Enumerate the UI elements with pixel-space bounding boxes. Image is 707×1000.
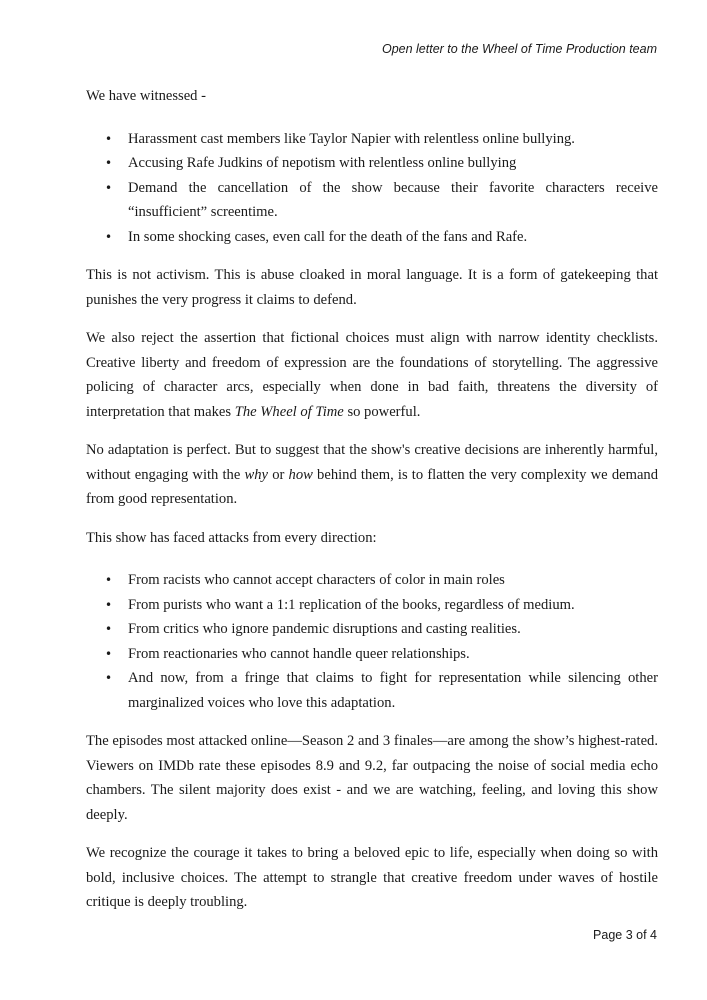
list-item: • Demand the cancellation of the show because their favorite characters receive “insufficient” screentime. bbox=[128, 176, 658, 225]
paragraph-text: No adaptation is perfect. But to suggest that the show's creative decisions are inherently harmful, without engaging with the bbox=[86, 442, 658, 483]
paragraph-activism: This is not activism. This is abuse cloaked in moral language. It is a form of gatekeeping that punishes the very progress it claims to defend. bbox=[86, 267, 658, 308]
paragraph-text: so powerful. bbox=[347, 403, 421, 420]
list-item: • Accusing Rafe Judkins of nepotism with relentless online bullying bbox=[128, 151, 658, 176]
list-item: • From purists who want a 1:1 replication of the books, regardless of medium. bbox=[128, 593, 658, 618]
paragraph-text: We also reject the assertion that fictional choices must align with narrow identity checklists. Creative liberty and freedom of expression are the foundations of storytelling. The aggressive policing of character arcs, especially when done in bad faith, threatens the diversity of interpretation that makes bbox=[86, 330, 658, 420]
paragraph-text: or bbox=[272, 466, 285, 483]
list-item: • From critics who ignore pandemic disruptions and casting realities. bbox=[128, 617, 658, 642]
list-item: • From reactionaries who cannot handle queer relationships. bbox=[128, 642, 658, 667]
paragraph-courage: We recognize the courage it takes to bring a beloved epic to life, especially when doing so with bold, inclusive choices. The attempt to strangle that creative freedom under waves of hostile critique is deeply troubling. bbox=[86, 845, 658, 910]
page-number: Page 3 of 4 bbox=[593, 928, 657, 942]
witnessed-intro: We have witnessed - bbox=[86, 88, 206, 104]
list-item: • Harassment cast members like Taylor Napier with relentless online bullying. bbox=[128, 127, 658, 152]
show-title: The Wheel of Time bbox=[234, 403, 344, 420]
paragraph-adaptation bbox=[86, 438, 658, 512]
page-header: Open letter to the Wheel of Time Production team bbox=[381, 42, 657, 56]
list-item: • In some shocking cases, even call for the death of the fans and Rafe. bbox=[128, 225, 658, 250]
emphasis-why: why bbox=[244, 466, 269, 483]
letter-body bbox=[86, 84, 658, 915]
list-item: • From racists who cannot accept characters of color in main roles bbox=[128, 568, 658, 593]
paragraph-ratings: The episodes most attacked online—Season 2 and 3 finales—are among the show’s highest-rated. Viewers on IMDb rate these episodes 8.9 and 9.2, far outpacing the noise of social media echo chambers. The silent majority does exist - and we are watching, feeling, and loving this show deeply. bbox=[86, 733, 658, 823]
paragraph-text: behind them, is to flatten the very complexity we demand from good representation. bbox=[86, 466, 659, 507]
attacks-list bbox=[86, 568, 658, 715]
witnessed-list bbox=[86, 127, 658, 250]
list-item: • And now, from a fringe that claims to fight for representation while silencing other marginalized voices who love this adaptation. bbox=[128, 666, 658, 715]
attacks-intro: This show has faced attacks from every direction: bbox=[86, 529, 377, 546]
paragraph-creative-liberty bbox=[86, 326, 658, 424]
emphasis-how: how bbox=[288, 466, 313, 483]
